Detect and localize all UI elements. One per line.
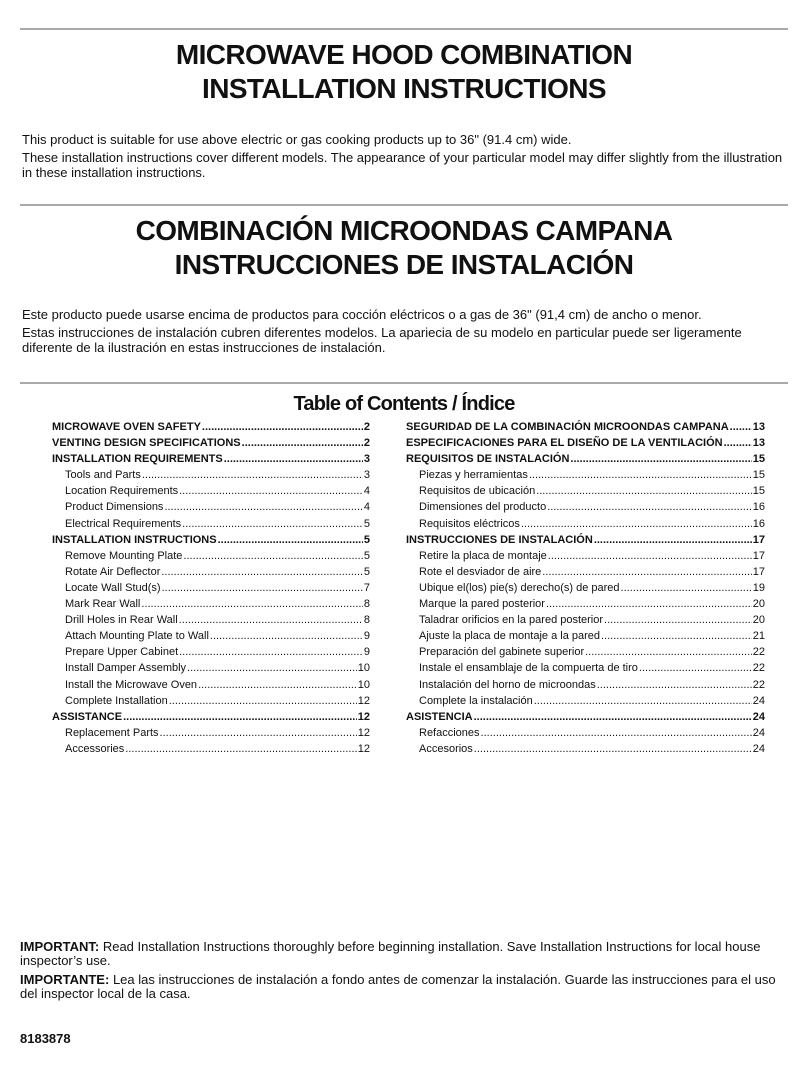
toc-entry-page: 5: [363, 533, 370, 546]
toc-entry: [52, 499, 370, 515]
toc-entry-label: Drill Holes in Rear Wall: [65, 614, 178, 627]
toc-entry: [52, 532, 370, 548]
toc-entry: [52, 677, 370, 693]
toc-entry-label: Locate Wall Stud(s): [65, 581, 161, 594]
toc-entry-leader: [481, 725, 752, 741]
toc-entry-leader: [730, 419, 752, 435]
toc-entry-page: 17: [752, 533, 765, 546]
toc-entry: [406, 741, 765, 757]
toc-entry-page: 4: [363, 485, 370, 498]
toc-entry: [406, 596, 765, 612]
toc-entry: [406, 660, 765, 676]
toc-entry-label: Ajuste la placa de montaje a la pared: [419, 630, 601, 643]
spanish-title: [0, 214, 808, 282]
toc-entry-page: 10: [357, 678, 370, 691]
importante-label: IMPORTANTE:: [20, 972, 110, 987]
toc-entry: [52, 564, 370, 580]
toc-entry-label: Rotate Air Deflector: [65, 565, 161, 578]
toc-entry: [52, 596, 370, 612]
toc-entry-page: 16: [752, 517, 765, 530]
top-rule: [20, 28, 788, 30]
toc-entry-page: 15: [752, 469, 765, 482]
toc-entry-page: 12: [357, 742, 370, 755]
toc-entry-label: Product Dimensions: [65, 501, 164, 514]
toc-entry-leader: [639, 660, 752, 676]
toc-entry-label: INSTRUCCIONES DE INSTALACIÓN: [406, 533, 593, 546]
toc-entry-leader: [534, 693, 752, 709]
toc-entry-leader: [210, 628, 363, 644]
toc-entry: [406, 499, 765, 515]
toc-entry-page: 13: [752, 437, 765, 450]
toc-entry: [52, 483, 370, 499]
toc-entry-leader: [161, 564, 363, 580]
toc-entry-label: Remove Mounting Plate: [65, 549, 183, 562]
toc-entry-page: 24: [752, 694, 765, 707]
toc-entry-label: Install Damper Assembly: [65, 662, 187, 675]
toc-entry-leader: [601, 628, 752, 644]
toc-entry-label: MICROWAVE OVEN SAFETY: [52, 421, 201, 433]
toc-entry: [406, 419, 765, 435]
toc-entry-leader: [585, 644, 752, 660]
toc-entry-label: Complete Installation: [65, 694, 168, 707]
toc-entry: [52, 580, 370, 596]
toc-entry-page: 12: [357, 710, 370, 723]
toc-entry: [52, 725, 370, 741]
toc-entry: [52, 548, 370, 564]
toc-entry: [52, 516, 370, 532]
toc-entry: [52, 435, 370, 451]
toc-entry-page: 2: [363, 437, 370, 450]
toc-entry-page: 20: [752, 614, 765, 627]
toc-entry-label: Rote el desviador de aire: [419, 565, 542, 578]
toc-entry: [406, 677, 765, 693]
toc-entry-label: Electrical Requirements: [65, 517, 182, 530]
important-text: Read Installation Instructions thoroughly before beginning installation. Save Installation Instructions for local house inspector’s use.: [20, 939, 761, 968]
toc-entry-page: 24: [752, 742, 765, 755]
toc-entry-label: Taladrar orificios en la pared posterior: [419, 614, 604, 627]
toc-entry-page: 8: [363, 614, 370, 627]
toc-entry-label: Accesorios: [419, 742, 473, 755]
toc-entry-label: REQUISITOS DE INSTALACIÓN: [406, 453, 570, 466]
important-label: IMPORTANT:: [20, 939, 100, 954]
important-note: [20, 940, 792, 968]
toc-entry-label: Ubique el(los) pie(s) derecho(s) de pared: [419, 581, 620, 594]
toc-entry-leader: [160, 725, 357, 741]
toc-entry-page: 9: [363, 630, 370, 643]
english-title-line2: INSTALLATION INSTRUCTIONS: [202, 73, 606, 104]
toc-entry: [406, 451, 765, 467]
toc-entry-page: 17: [752, 565, 765, 578]
toc-entry: [406, 564, 765, 580]
toc-entry-leader: [724, 435, 752, 451]
toc-entry-leader: [179, 612, 363, 628]
toc-entry-leader: [474, 709, 752, 725]
middle-rule: [20, 204, 788, 206]
toc-entry-leader: [542, 564, 751, 580]
important-notes: [20, 940, 792, 1006]
english-title: [0, 38, 808, 106]
toc-entry-label: Tools and Parts: [65, 469, 141, 482]
toc-entry-label: Complete la instalación: [419, 694, 533, 707]
toc-entry-leader: [183, 548, 362, 564]
toc-entry-label: ASISTENCIA: [406, 710, 473, 723]
toc-entry: [406, 693, 765, 709]
toc-entry-leader: [187, 660, 357, 676]
toc-entry-label: Instalación del horno de microondas: [419, 678, 596, 691]
toc-entry-leader: [169, 693, 357, 709]
toc-entry-label: Mark Rear Wall: [65, 598, 141, 611]
toc-entry-page: 22: [752, 646, 765, 659]
toc-entry-leader: [474, 741, 752, 757]
toc-entry-leader: [594, 532, 752, 548]
toc-entry-page: 8: [363, 598, 370, 611]
toc-entry-label: Prepare Upper Cabinet: [65, 646, 179, 659]
toc-entry: [406, 612, 765, 628]
toc-entry-page: 5: [363, 517, 370, 530]
document-number: 8183878: [20, 1031, 71, 1046]
toc-entry-leader: [548, 548, 752, 564]
toc-entry: [52, 419, 370, 435]
spanish-intro: [22, 307, 792, 358]
toc-entry-page: 22: [752, 678, 765, 691]
toc-entry: [52, 660, 370, 676]
toc-entry: [406, 644, 765, 660]
toc-entry: [406, 483, 765, 499]
toc-entry-leader: [529, 467, 752, 483]
toc-english-column: [52, 419, 370, 757]
toc-entry-leader: [142, 467, 363, 483]
toc-entry: [406, 548, 765, 564]
toc-entry-page: 12: [357, 726, 370, 739]
toc-entry-leader: [621, 580, 752, 596]
toc-entry: [406, 725, 765, 741]
toc-entry-label: Instale el ensamblaje de la compuerta de tiro: [419, 662, 638, 675]
toc-entry-leader: [202, 419, 363, 435]
toc-entry-label: ESPECIFICACIONES PARA EL DISEÑO DE LA VENTILACIÓN: [406, 437, 723, 450]
toc-entry-label: Dimensiones del producto: [419, 501, 547, 514]
toc-entry: [52, 612, 370, 628]
toc-entry: [52, 644, 370, 660]
toc-entry-page: 3: [363, 469, 370, 482]
toc-spanish-column: [406, 419, 765, 757]
english-para2: These installation instructions cover different models. The appearance of your particular model may differ slightly from the illustration in these installation instructions.: [22, 150, 783, 180]
toc-entry-leader: [521, 516, 752, 532]
toc-entry-page: 5: [363, 549, 370, 562]
spanish-para1: Este producto puede usarse encima de productos para cocción eléctricos o a gas de 36" (91,4 cm) de ancho o menor.: [22, 307, 702, 322]
toc-entry-leader: [224, 451, 363, 467]
toc-entry-page: 19: [752, 581, 765, 594]
toc-entry-page: 7: [363, 581, 370, 594]
importante-note: [20, 973, 792, 1001]
toc-entry-leader: [123, 709, 357, 725]
english-title-line1: MICROWAVE HOOD COMBINATION: [175, 39, 633, 70]
toc-entry-label: Requisitos de ubicación: [419, 485, 536, 498]
toc-entry-leader: [547, 499, 752, 515]
toc-entry-label: Location Requirements: [65, 485, 179, 498]
toc-entry-leader: [218, 532, 363, 548]
toc-entry-page: 24: [752, 726, 765, 739]
toc-entry-leader: [179, 483, 363, 499]
toc-entry: [52, 467, 370, 483]
toc-entry-leader: [164, 499, 362, 515]
toc-entry-label: Retire la placa de montaje: [419, 549, 547, 562]
toc-entry: [52, 709, 370, 725]
toc-entry-leader: [141, 596, 362, 612]
toc-entry-leader: [125, 741, 356, 757]
english-para1: This product is suitable for use above electric or gas cooking products up to 36" (91.4 cm) wide.: [22, 132, 572, 147]
toc-entry-page: 3: [363, 453, 370, 466]
toc-entry-label: Accessories: [65, 742, 125, 755]
spanish-para2: Estas instrucciones de instalación cubren diferentes modelos. La apariecia de su modelo en particular puede ser ligeramente diferente de la ilustración en estas instrucciones de instalación.: [22, 325, 742, 355]
spanish-title-line2: INSTRUCCIONES DE INSTALACIÓN: [174, 249, 634, 280]
toc-rule: [20, 382, 788, 384]
toc-entry: [52, 451, 370, 467]
toc-entry-leader: [182, 516, 363, 532]
toc-entry-page: 20: [752, 598, 765, 611]
toc-entry-label: SEGURIDAD DE LA COMBINACIÓN MICROONDAS CAMPANA: [406, 421, 729, 433]
toc-entry-leader: [198, 677, 357, 693]
toc-entry-label: INSTALLATION REQUIREMENTS: [52, 453, 223, 466]
toc-entry-leader: [242, 435, 363, 451]
toc-entry-label: Preparación del gabinete superior: [419, 646, 585, 659]
toc-entry-page: 17: [752, 549, 765, 562]
toc-entry: [52, 741, 370, 757]
toc-entry-page: 4: [363, 501, 370, 514]
toc-entry: [406, 516, 765, 532]
toc-entry: [52, 628, 370, 644]
toc-entry-page: 15: [752, 453, 765, 466]
toc-entry-leader: [536, 483, 752, 499]
toc-entry-leader: [604, 612, 752, 628]
toc-entry-page: 2: [363, 421, 370, 433]
toc-entry-page: 13: [752, 421, 765, 433]
toc-entry-page: 12: [357, 694, 370, 707]
toc-entry-label: Refacciones: [419, 726, 480, 739]
toc-entry-page: 16: [752, 501, 765, 514]
toc-entry-label: Install the Microwave Oven: [65, 678, 198, 691]
spanish-title-line1: COMBINACIÓN MICROONDAS CAMPANA: [135, 215, 673, 246]
importante-text: Lea las instrucciones de instalación a fondo antes de comenzar la instalación. Guarde las instrucciones para el uso del inspector local de la casa.: [20, 972, 776, 1001]
toc-heading: Table of Contents / Índice: [293, 393, 515, 415]
toc-entry-page: 9: [363, 646, 370, 659]
toc-entry: [406, 580, 765, 596]
toc-entry-label: VENTING DESIGN SPECIFICATIONS: [52, 437, 241, 450]
toc-entry-label: Requisitos eléctricos: [419, 517, 520, 530]
toc-entry: [406, 467, 765, 483]
toc-entry-label: Replacement Parts: [65, 726, 159, 739]
toc-entry-page: 15: [752, 485, 765, 498]
toc-entry-page: 22: [752, 662, 765, 675]
toc-entry-leader: [546, 596, 752, 612]
toc-entry: [406, 435, 765, 451]
toc-entry: [406, 709, 765, 725]
toc-entry: [406, 532, 765, 548]
toc-entry-label: Piezas y herramientas: [419, 469, 528, 482]
toc-entry-page: 10: [357, 662, 370, 675]
toc-entry-label: INSTALLATION INSTRUCTIONS: [52, 533, 217, 546]
toc-entry: [406, 628, 765, 644]
toc-entry-leader: [179, 644, 363, 660]
toc-entry-page: 24: [752, 710, 765, 723]
toc-entry-leader: [162, 580, 363, 596]
toc-entry-page: 21: [752, 630, 765, 643]
english-intro: [22, 132, 792, 183]
toc-entry-label: Marque la pared posterior: [419, 598, 545, 611]
toc-entry-leader: [597, 677, 752, 693]
toc-entry-label: ASSISTANCE: [52, 710, 123, 723]
toc-entry-page: 5: [363, 565, 370, 578]
toc-entry-leader: [570, 451, 751, 467]
toc-entry-label: Attach Mounting Plate to Wall: [65, 630, 209, 643]
toc-entry: [52, 693, 370, 709]
